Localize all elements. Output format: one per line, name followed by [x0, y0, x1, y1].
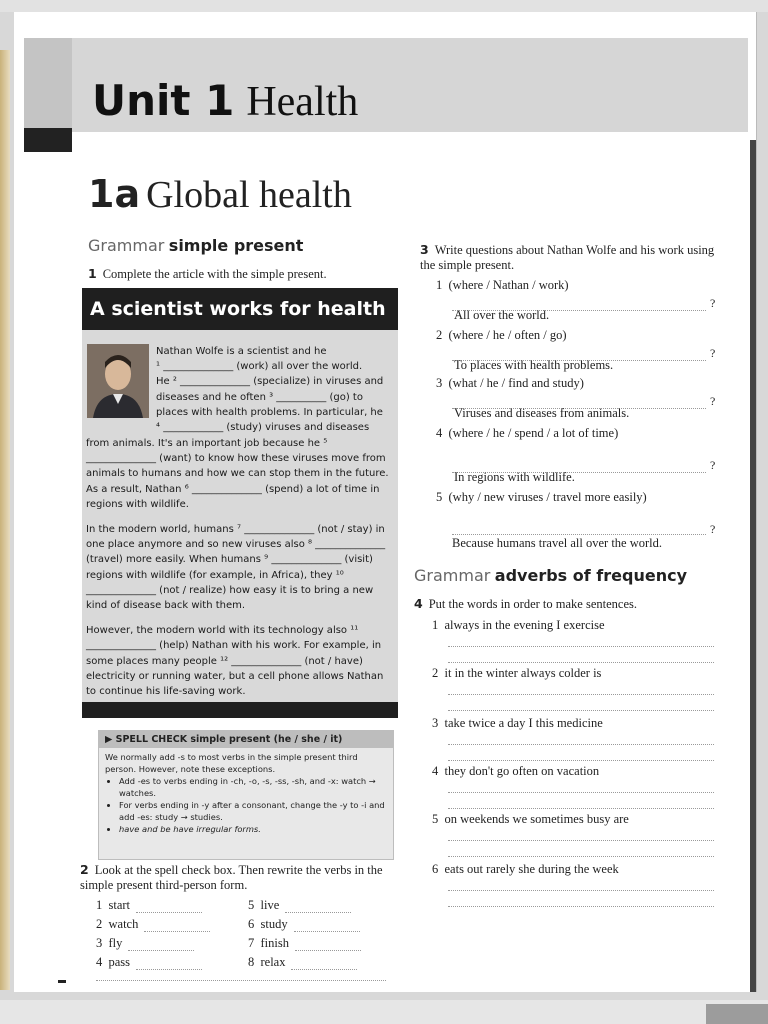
- verb-item: [96, 917, 210, 932]
- answer-blank[interactable]: [285, 912, 351, 913]
- answer-blank[interactable]: [448, 808, 714, 809]
- grammar-label: Grammar: [414, 566, 491, 585]
- grammar-label: Grammar: [88, 236, 165, 255]
- word-order-item: [432, 862, 619, 877]
- word-order-item: [432, 618, 605, 633]
- verb-item: [96, 936, 194, 951]
- article-line: ¹ ______________ (work) all over the world.: [156, 361, 363, 373]
- answer-blank[interactable]: [448, 710, 714, 711]
- verb-word: pass: [108, 955, 131, 969]
- lesson-name: Global health: [146, 174, 352, 216]
- item-number: 4: [436, 426, 443, 440]
- unit-name: Health: [246, 79, 359, 125]
- article-line: Nathan Wolfe is a scientist and he: [156, 346, 327, 357]
- page-mark: [58, 980, 66, 983]
- scrambled-words: always in the evening I exercise: [444, 618, 605, 632]
- verb-word: relax: [260, 955, 286, 969]
- item-number: 5: [436, 490, 443, 504]
- item-number: 4: [96, 955, 103, 969]
- answer-blank[interactable]: [291, 969, 357, 970]
- answer-blank[interactable]: [448, 760, 714, 761]
- item-number: 2: [96, 917, 103, 931]
- scrambled-words: take twice a day I this medicine: [444, 716, 603, 730]
- item-number: 1: [432, 618, 439, 632]
- answer-blank[interactable]: [448, 792, 714, 793]
- portrait-icon: [87, 344, 149, 418]
- item-number: 7: [248, 936, 255, 950]
- item-number: 3: [432, 716, 439, 730]
- item-number: 3: [436, 376, 443, 390]
- spell-rule: • For verbs ending in -y after a consonant, change the -y to -i and add -es: study → studies.: [119, 799, 387, 823]
- page-edge: [750, 140, 756, 992]
- verb-word: fly: [108, 936, 123, 950]
- answer-blank[interactable]: [294, 931, 360, 932]
- grammar-topic: adverbs of frequency: [494, 566, 687, 585]
- item-number: 6: [432, 862, 439, 876]
- verb-word: watch: [108, 917, 139, 931]
- verb-word: live: [260, 898, 280, 912]
- exercise-1-instruction: [88, 266, 388, 282]
- given-answer: In regions with wildlife.: [454, 470, 575, 484]
- answer-blank[interactable]: [452, 534, 706, 535]
- answer-blank[interactable]: [96, 980, 386, 981]
- word-order-item: [432, 666, 601, 681]
- grammar-heading-adverbs: [414, 566, 687, 586]
- scrambled-words: on weekends we sometimes busy are: [444, 812, 629, 826]
- answer-blank[interactable]: [128, 950, 194, 951]
- question-prompt: [436, 426, 618, 441]
- exercise-number: 1: [88, 266, 97, 281]
- item-number: 3: [96, 936, 103, 950]
- question-prompt: [436, 328, 567, 343]
- spell-rule: • Add -es to verbs ending in -ch, -o, -s, -ss, -sh, and -x: watch → watches.: [119, 775, 387, 799]
- item-number: 2: [432, 666, 439, 680]
- answer-blank[interactable]: [448, 662, 714, 663]
- article-line: diseases and he often ³ __________ (go) to: [156, 391, 363, 403]
- article-title: A scientist works for health: [82, 288, 398, 330]
- question-mark: ?: [710, 458, 716, 472]
- question-mark: ?: [710, 394, 716, 408]
- item-number: 1: [436, 278, 443, 292]
- book-spine: [0, 50, 10, 990]
- exercise-text: Write questions about Nathan Wolfe and his work using the simple present.: [420, 243, 715, 272]
- scan-corner: [706, 1004, 768, 1024]
- lesson-title: [88, 172, 352, 217]
- word-order-item: [432, 812, 629, 827]
- exercise-3-instruction: [420, 242, 720, 273]
- exercise-text: Complete the article with the simple present.: [102, 267, 327, 281]
- answer-blank[interactable]: [448, 744, 714, 745]
- article-paragraph-3: However, the modern world with its technology also ¹¹ ______________ (help) Nathan with his work. For example, in some places many people ¹² ______________ (not / have) electricity or running water, but a cell phone allows Nathan to continue his life-saving work.: [86, 625, 384, 698]
- given-answer: Because humans travel all over the world.: [452, 536, 662, 550]
- item-number: 5: [248, 898, 255, 912]
- prompt-text: (where / Nathan / work): [448, 278, 569, 292]
- article-paragraph-1: from animals. It's an important job because he ⁵ ______________ (want) to know how these viruses move from animals to humans and how we can stop them in the future. As a result, Nathan ⁶ ______________ (spend) a lot of time in regions with wildlife.: [86, 438, 389, 510]
- verb-word: start: [108, 898, 131, 912]
- given-answer: To places with health problems.: [454, 358, 614, 372]
- verb-item: [248, 936, 361, 951]
- verb-item: [96, 955, 202, 970]
- answer-blank[interactable]: [136, 912, 202, 913]
- answer-blank[interactable]: [448, 646, 714, 647]
- exercise-number: 4: [414, 596, 423, 611]
- item-number: 5: [432, 812, 439, 826]
- scrambled-words: it in the winter always colder is: [444, 666, 602, 680]
- question-mark: ?: [710, 522, 716, 536]
- lesson-number: 1a: [88, 172, 141, 216]
- word-order-item: [432, 716, 603, 731]
- article-intro-lines: [156, 344, 396, 435]
- grammar-heading-simple-present: [88, 236, 303, 256]
- answer-blank[interactable]: [144, 931, 210, 932]
- scientist-photo: [87, 344, 149, 418]
- unit-number: Unit 1: [92, 76, 235, 125]
- answer-blank[interactable]: [448, 856, 714, 857]
- question-prompt: [436, 490, 647, 505]
- scrambled-words: they don't go often on vacation: [444, 764, 600, 778]
- answer-blank[interactable]: [448, 840, 714, 841]
- question-prompt: [436, 376, 584, 391]
- answer-blank[interactable]: [448, 694, 714, 695]
- answer-blank[interactable]: [448, 906, 714, 907]
- verb-item: [96, 898, 202, 913]
- prompt-text: (why / new viruses / travel more easily): [448, 490, 647, 504]
- article-body: [86, 436, 396, 709]
- exercise-2-instruction: [80, 862, 390, 893]
- scan-bottom: [0, 1000, 768, 1024]
- item-number: 4: [432, 764, 439, 778]
- answer-blank[interactable]: [136, 969, 202, 970]
- spell-check-intro: We normally add -s to most verbs in the simple present third person. However, note these exceptions.: [105, 752, 358, 774]
- exercise-number: 3: [420, 242, 429, 257]
- question-mark: ?: [710, 346, 716, 360]
- given-answer: All over the world.: [454, 308, 550, 322]
- article-paragraph-2: In the modern world, humans ⁷ ______________ (not / stay) in one place anymore and so new viruses also ⁸ ______________ (travel) more easily. When humans ⁹ ______________ (visit) regions with wildlife (for example, in Africa), they ¹⁰ ______________ (not / realize) how easy it is to bring a new kind of disease back with them.: [86, 524, 386, 612]
- item-number: 6: [248, 917, 255, 931]
- verb-word: study: [260, 917, 288, 931]
- spell-check-body: [99, 748, 393, 838]
- item-number: 2: [436, 328, 443, 342]
- verb-item: [248, 898, 351, 913]
- prompt-text: (what / he / find and study): [448, 376, 584, 390]
- spell-check-box: [98, 730, 394, 860]
- prompt-text: (where / he / spend / a lot of time): [448, 426, 619, 440]
- question-mark: ?: [710, 296, 716, 310]
- article-line: He ² ______________ (specialize) in viruses and: [156, 376, 384, 388]
- spell-check-title: SPELL CHECK simple present (he / she / it): [115, 734, 343, 745]
- spell-rule: • have and be have irregular forms.: [119, 823, 387, 835]
- exercise-text: Put the words in order to make sentences.: [428, 597, 637, 611]
- word-order-item: [432, 764, 599, 779]
- given-answer: Viruses and diseases from animals.: [454, 406, 630, 420]
- article-line: ⁴ ____________ (study) viruses and diseases: [156, 422, 370, 434]
- item-number: 1: [96, 898, 103, 912]
- scrambled-words: eats out rarely she during the week: [444, 862, 619, 876]
- verb-word: finish: [260, 936, 289, 950]
- grammar-topic: simple present: [168, 236, 304, 255]
- unit-title: [92, 76, 358, 126]
- answer-blank[interactable]: [448, 890, 714, 891]
- exercise-4-instruction: [414, 596, 714, 612]
- prompt-text: (where / he / often / go): [448, 328, 567, 342]
- exercise-number: 2: [80, 862, 89, 877]
- question-prompt: [436, 278, 569, 293]
- header-tab-dark: [24, 128, 72, 152]
- exercise-text: Look at the spell check box. Then rewrite the verbs in the simple present third-person form.: [80, 863, 383, 892]
- article-line: places with health problems. In particular, he: [156, 406, 383, 418]
- answer-blank[interactable]: [295, 950, 361, 951]
- scan-border: [0, 0, 768, 12]
- verb-item: [248, 955, 357, 970]
- verb-item: [248, 917, 360, 932]
- spell-check-heading: ▶ SPELL CHECK simple present (he / she / it): [99, 731, 393, 748]
- item-number: 8: [248, 955, 255, 969]
- article-footer-bar: [82, 702, 398, 718]
